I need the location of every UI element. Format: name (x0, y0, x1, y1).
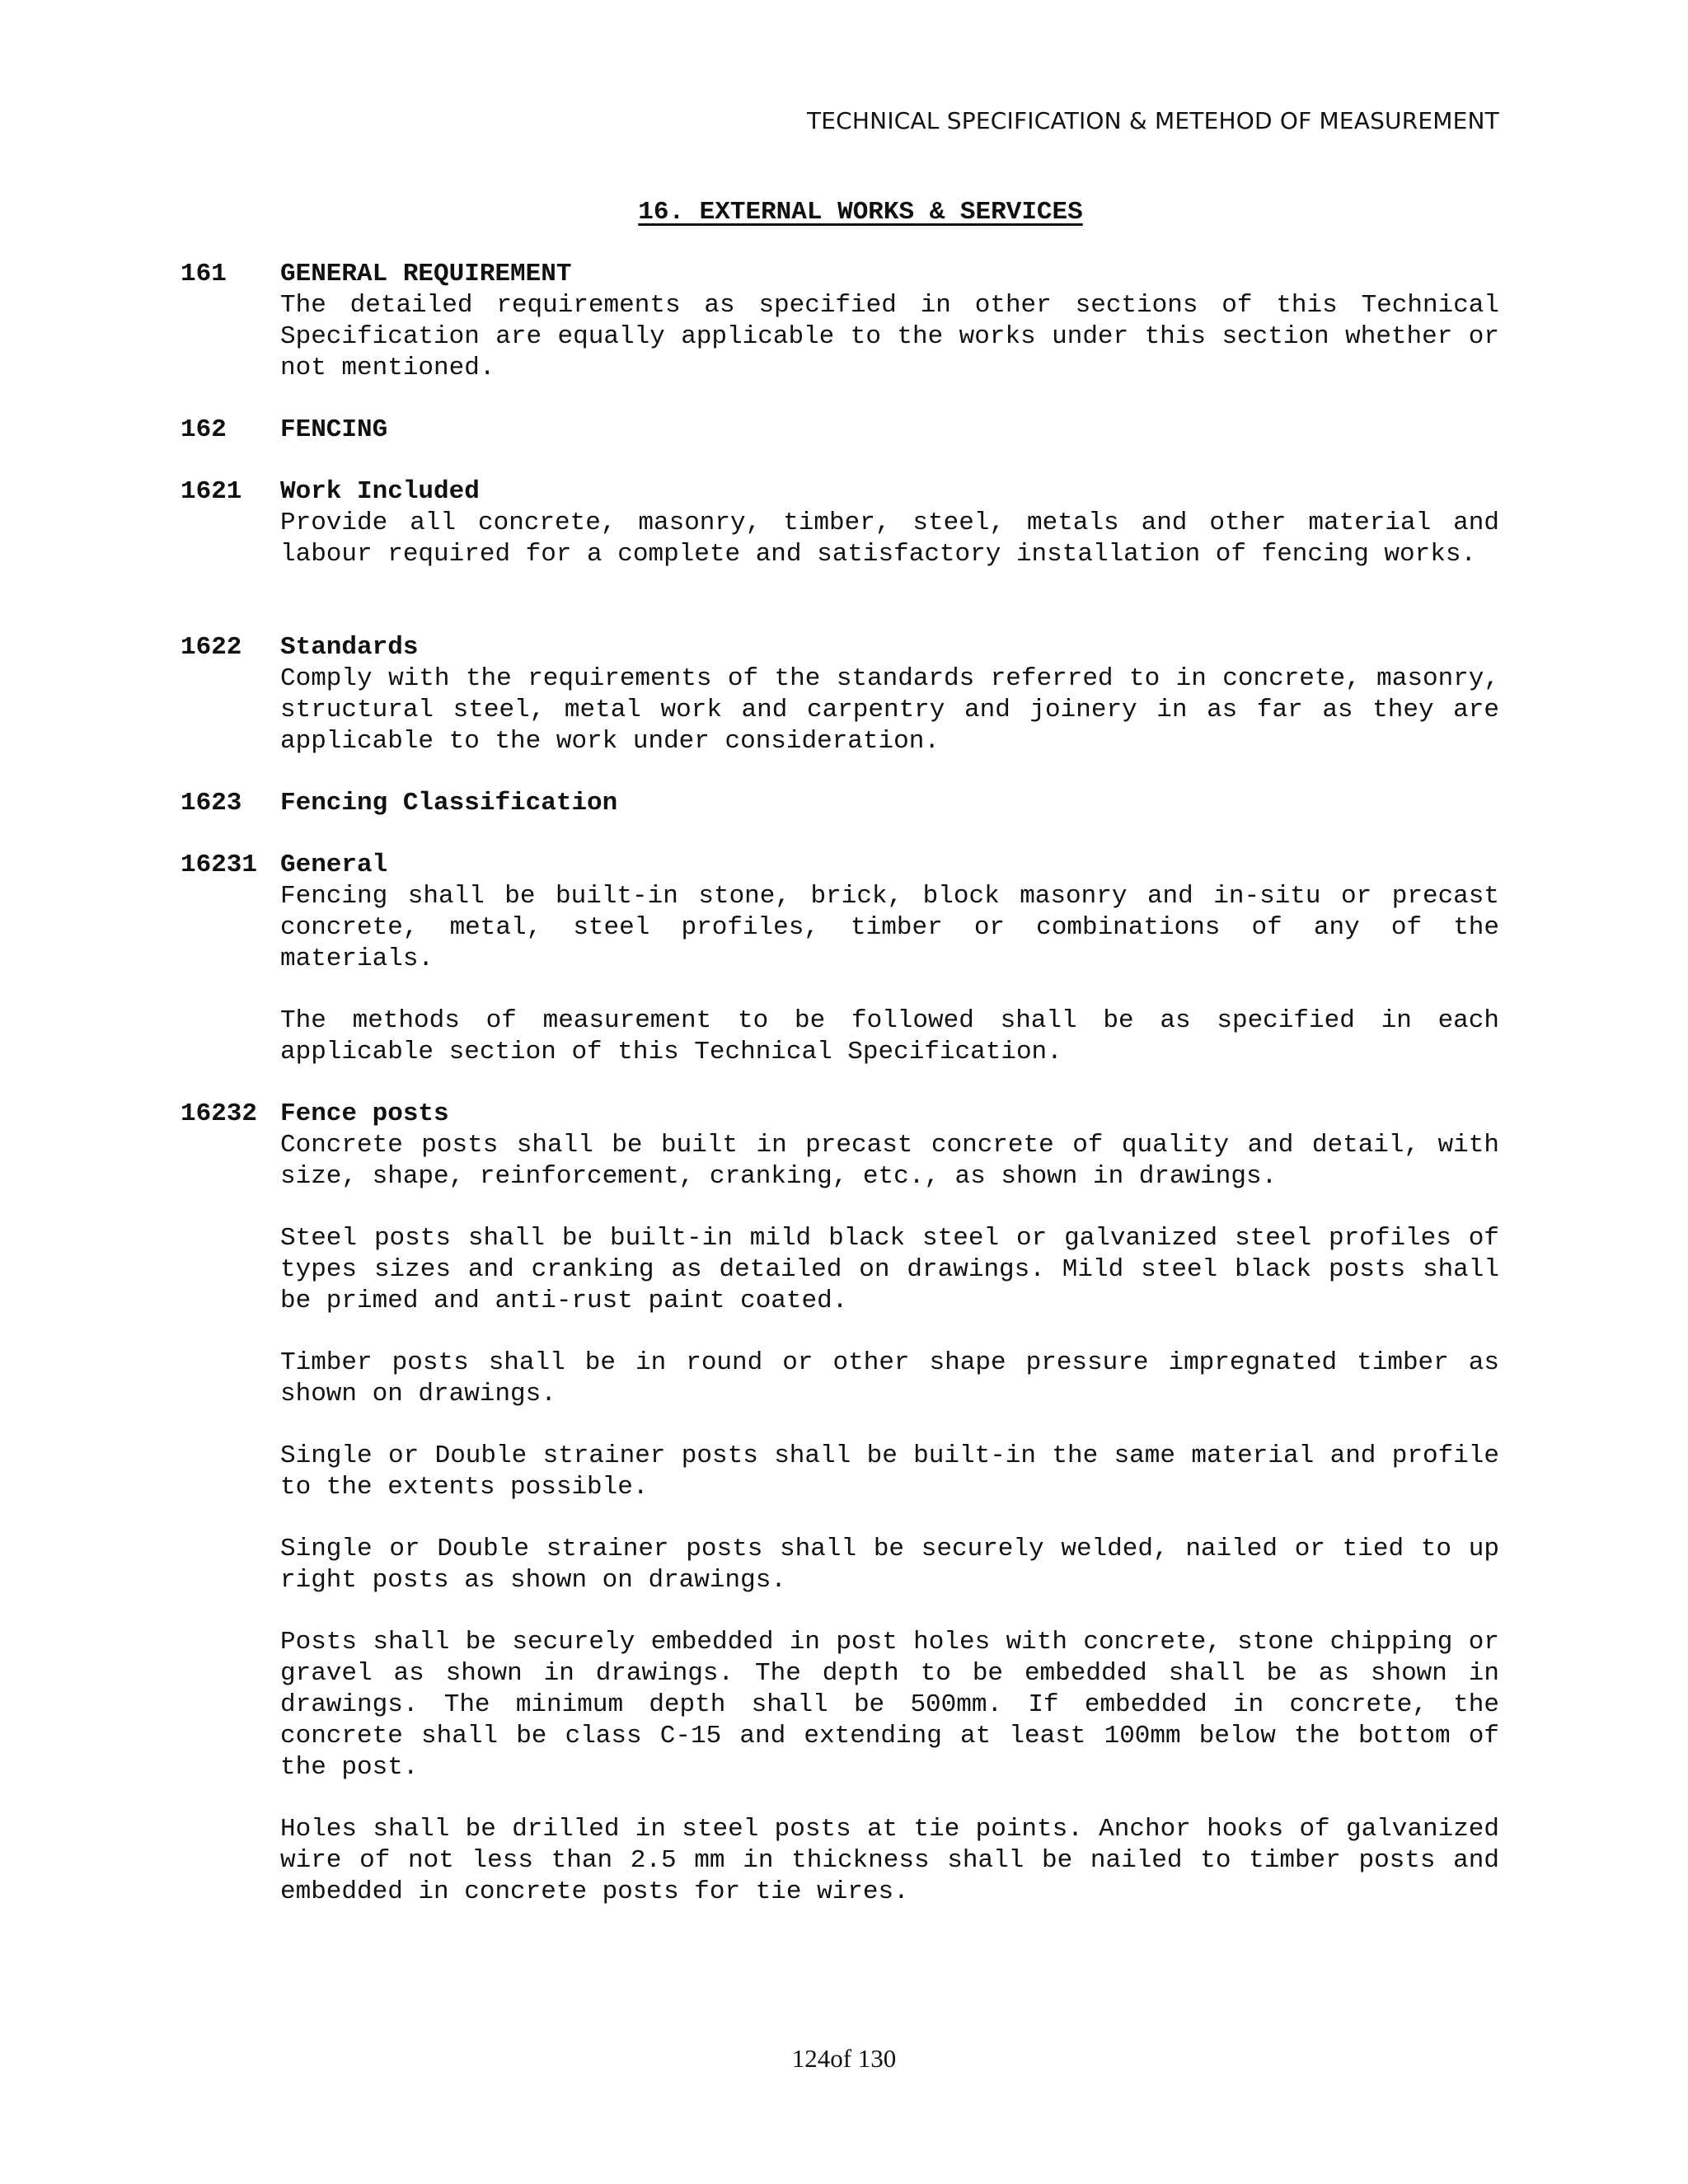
section-title: General (280, 851, 388, 879)
section-paragraph: The detailed requirements as specified in other sections of this Technical Specification are equally applicable to the works under this section whether or not mentioned. (280, 291, 1499, 382)
section-number: 1622 (181, 633, 242, 662)
chapter-title-text: 16. EXTERNAL WORKS & SERVICES (638, 198, 1083, 227)
section-number: 16231 (181, 851, 258, 879)
section-title: FENCING (280, 415, 388, 444)
section-number: 1623 (181, 789, 242, 818)
section-number: 162 (181, 415, 227, 444)
section-paragraph: Fencing shall be built-in stone, brick, block masonry and in-situ or precast concrete, metal, steel profiles, timber or combinations of any of the materials. (280, 882, 1499, 973)
section-paragraph: Concrete posts shall be built in precast concrete of quality and detail, with size, shape, reinforcement, cranking, etc., as shown in drawings. (280, 1131, 1499, 1191)
section-paragraph: Posts shall be securely embedded in post holes with concrete, stone chipping or gravel as shown in drawings. The depth to be embedded shall be as shown in drawings. The minimum depth shall be 500mm. If embedded in concrete, the concrete shall be class C-15 and extending at least 100mm below the bottom of the post. (280, 1628, 1499, 1782)
section-number: 1621 (181, 477, 242, 506)
section-title: Work Included (280, 477, 480, 506)
section-paragraph: Timber posts shall be in round or other shape pressure impregnated timber as shown on drawings. (280, 1348, 1499, 1408)
section-title: Standards (280, 633, 419, 662)
running-header: TECHNICAL SPECIFICATION & METEHOD OF MEASUREMENT (806, 107, 1499, 134)
section-paragraph: Steel posts shall be built-in mild black steel or galvanized steel profiles of types sizes and cranking as detailed on drawings. Mild steel black posts shall be primed and anti-rust paint coated. (280, 1224, 1499, 1315)
section-paragraph: Provide all concrete, masonry, timber, steel, metals and other material and labour required for a complete and satisfactory installation of fencing works. (280, 509, 1499, 569)
section-number: 16232 (181, 1099, 258, 1128)
section-paragraph: Holes shall be drilled in steel posts at tie points. Anchor hooks of galvanized wire of not less than 2.5 mm in thickness shall be nailed to timber posts and embedded in concrete posts for tie wires. (280, 1815, 1499, 1906)
section-title: Fencing Classification (280, 789, 618, 818)
section-paragraph: Single or Double strainer posts shall be built-in the same material and profile to the extents possible. (280, 1441, 1499, 1502)
section-paragraph: The methods of measurement to be followed shall be as specified in each applicable section of this Technical Specification. (280, 1006, 1499, 1066)
section-title: Fence posts (280, 1099, 449, 1128)
page-number: 124of 130 (791, 2044, 897, 2073)
section-paragraph: Comply with the requirements of the standards referred to in concrete, masonry, structural steel, metal work and carpentry and joinery in as far as they are applicable to the work under consideration. (280, 664, 1499, 756)
section-paragraph: Single or Double strainer posts shall be securely welded, nailed or tied to up right posts as shown on drawings. (280, 1535, 1499, 1595)
section-title: GENERAL REQUIREMENT (280, 260, 572, 288)
section-number: 161 (181, 260, 227, 288)
chapter-title (0, 198, 1688, 227)
